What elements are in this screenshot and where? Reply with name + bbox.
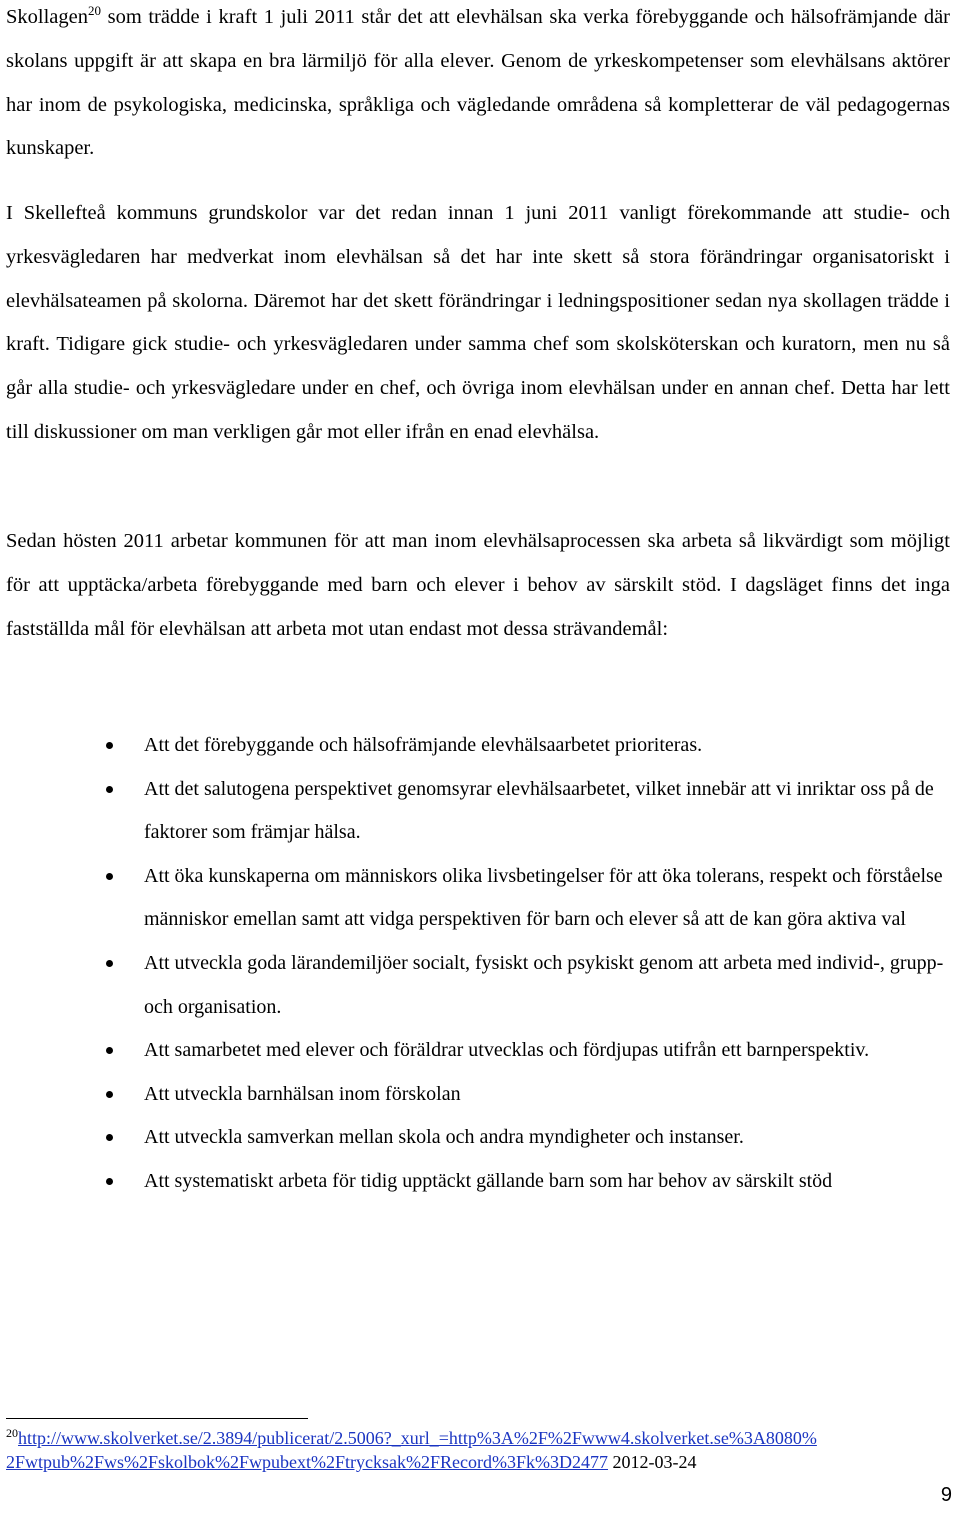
list-item-text: Att utveckla barnhälsan inom förskolan	[144, 1082, 461, 1105]
page-number: 9	[940, 1484, 952, 1506]
list-item-text: Att systematiskt arbeta för tidig upptäckt gällande barn som har behov av särskilt stöd	[144, 1169, 833, 1192]
bullet-icon	[106, 1178, 113, 1185]
list-item-text: Att utveckla samverkan mellan skola och andra myndigheter och instanser.	[144, 1126, 744, 1149]
list-item-text: Att samarbetet med elever och föräldrar utvecklas och fördjupas utifrån ett barnperspektiv.	[144, 1039, 870, 1062]
list-item	[0, 724, 960, 768]
goals-list	[0, 724, 960, 1204]
list-item	[0, 768, 960, 855]
paragraph-skollagen-rest: som trädde i kraft 1 juli 2011 står det att elevhälsan ska verka förebyggande och hälsofrämjande där skolans uppgift är att skapa en bra lärmiljö för alla elever. Genom de yrkeskompetenser som elevhälsans aktörer har inom de psykologiska, medicinska, språkliga och vägledande områdena så kompletterar de väl pedagogernas kunskaper.	[6, 6, 950, 160]
list-item	[0, 1116, 960, 1160]
footnote-date: 2012-03-24	[612, 1452, 697, 1472]
paragraph-skollagen-start: Skollagen	[6, 6, 88, 28]
list-item	[0, 855, 960, 942]
footnote-number: 20	[6, 1426, 18, 1440]
list-item-text: Att öka kunskaperna om människors olika livsbetingelser för att öka tolerans, respekt och förståelse människor emellan samt att vidga perspektiven för barn och elever så att de kan göra aktiva val	[144, 864, 943, 931]
list-item	[0, 1160, 960, 1204]
paragraph-skollagen	[6, 0, 950, 171]
bullet-icon	[106, 786, 113, 793]
list-item-text: Att utveckla goda lärandemiljöer socialt, fysiskt och psykiskt genom att arbeta med individ-, grupp- och organisation.	[144, 951, 944, 1018]
bullet-icon	[106, 873, 113, 880]
paragraph-since-autumn-2011: Sedan hösten 2011 arbetar kommunen för att man inom elevhälsaprocessen ska arbeta så likvärdigt som möjligt för att upptäcka/arbeta förebyggande med barn och elever i behov av särskilt stöd. I dagsläget finns det inga fastställda mål för elevhälsan att arbeta mot utan endast mot dessa strävandemål:	[6, 530, 950, 640]
footnote-url-line-2: 2Fwtpub%2Fws%2Fskolbok%2Fwpubext%2Ftrycksak%2FRecord%3Fk%3D2477	[6, 1452, 608, 1472]
footnote-separator	[6, 1418, 308, 1419]
list-item-text: Att det förebyggande och hälsofrämjande elevhälsaarbetet prioriteras.	[144, 734, 703, 756]
bullet-icon	[106, 742, 113, 749]
list-item	[0, 942, 960, 1029]
list-item	[0, 1073, 960, 1117]
bullet-icon	[106, 960, 113, 967]
paragraph-skelleftea: I Skellefteå kommuns grundskolor var det redan innan 1 juni 2011 vanligt förekommande att studie- och yrkesvägledaren har medverkat inom elevhälsan så det har inte skett så stora förändringar organisatoriskt i elevhälsateamen på skolorna. Däremot har det skett förändringar i ledningspositioner sedan nya skollagen trädde i kraft. Tidigare gick studie- och yrkesvägledaren under samma chef som skolsköterskan och kuratorn, men nu så går alla studie- och yrkesvägledare under en chef, och övriga inom elevhälsan under en annan chef. Detta har lett till diskussioner om man verkligen går mot eller ifrån en enad elevhälsa.	[6, 202, 950, 443]
bullet-icon	[106, 1047, 113, 1054]
bullet-icon	[106, 1091, 113, 1098]
footnote-url-line-1: http://www.skolverket.se/2.3894/publicerat/2.5006?_xurl_=http%3A%2F%2Fwww4.skolverket.se%3A8080%	[18, 1428, 817, 1448]
list-item	[0, 1029, 960, 1073]
footnote	[6, 1426, 956, 1474]
list-item-text: Att det salutogena perspektivet genomsyrar elevhälsaarbetet, vilket innebär att vi inriktar oss på de faktorer som främjar hälsa.	[144, 777, 934, 844]
bullet-icon	[106, 1134, 113, 1141]
footnote-ref-20[interactable]: 20	[88, 3, 101, 19]
